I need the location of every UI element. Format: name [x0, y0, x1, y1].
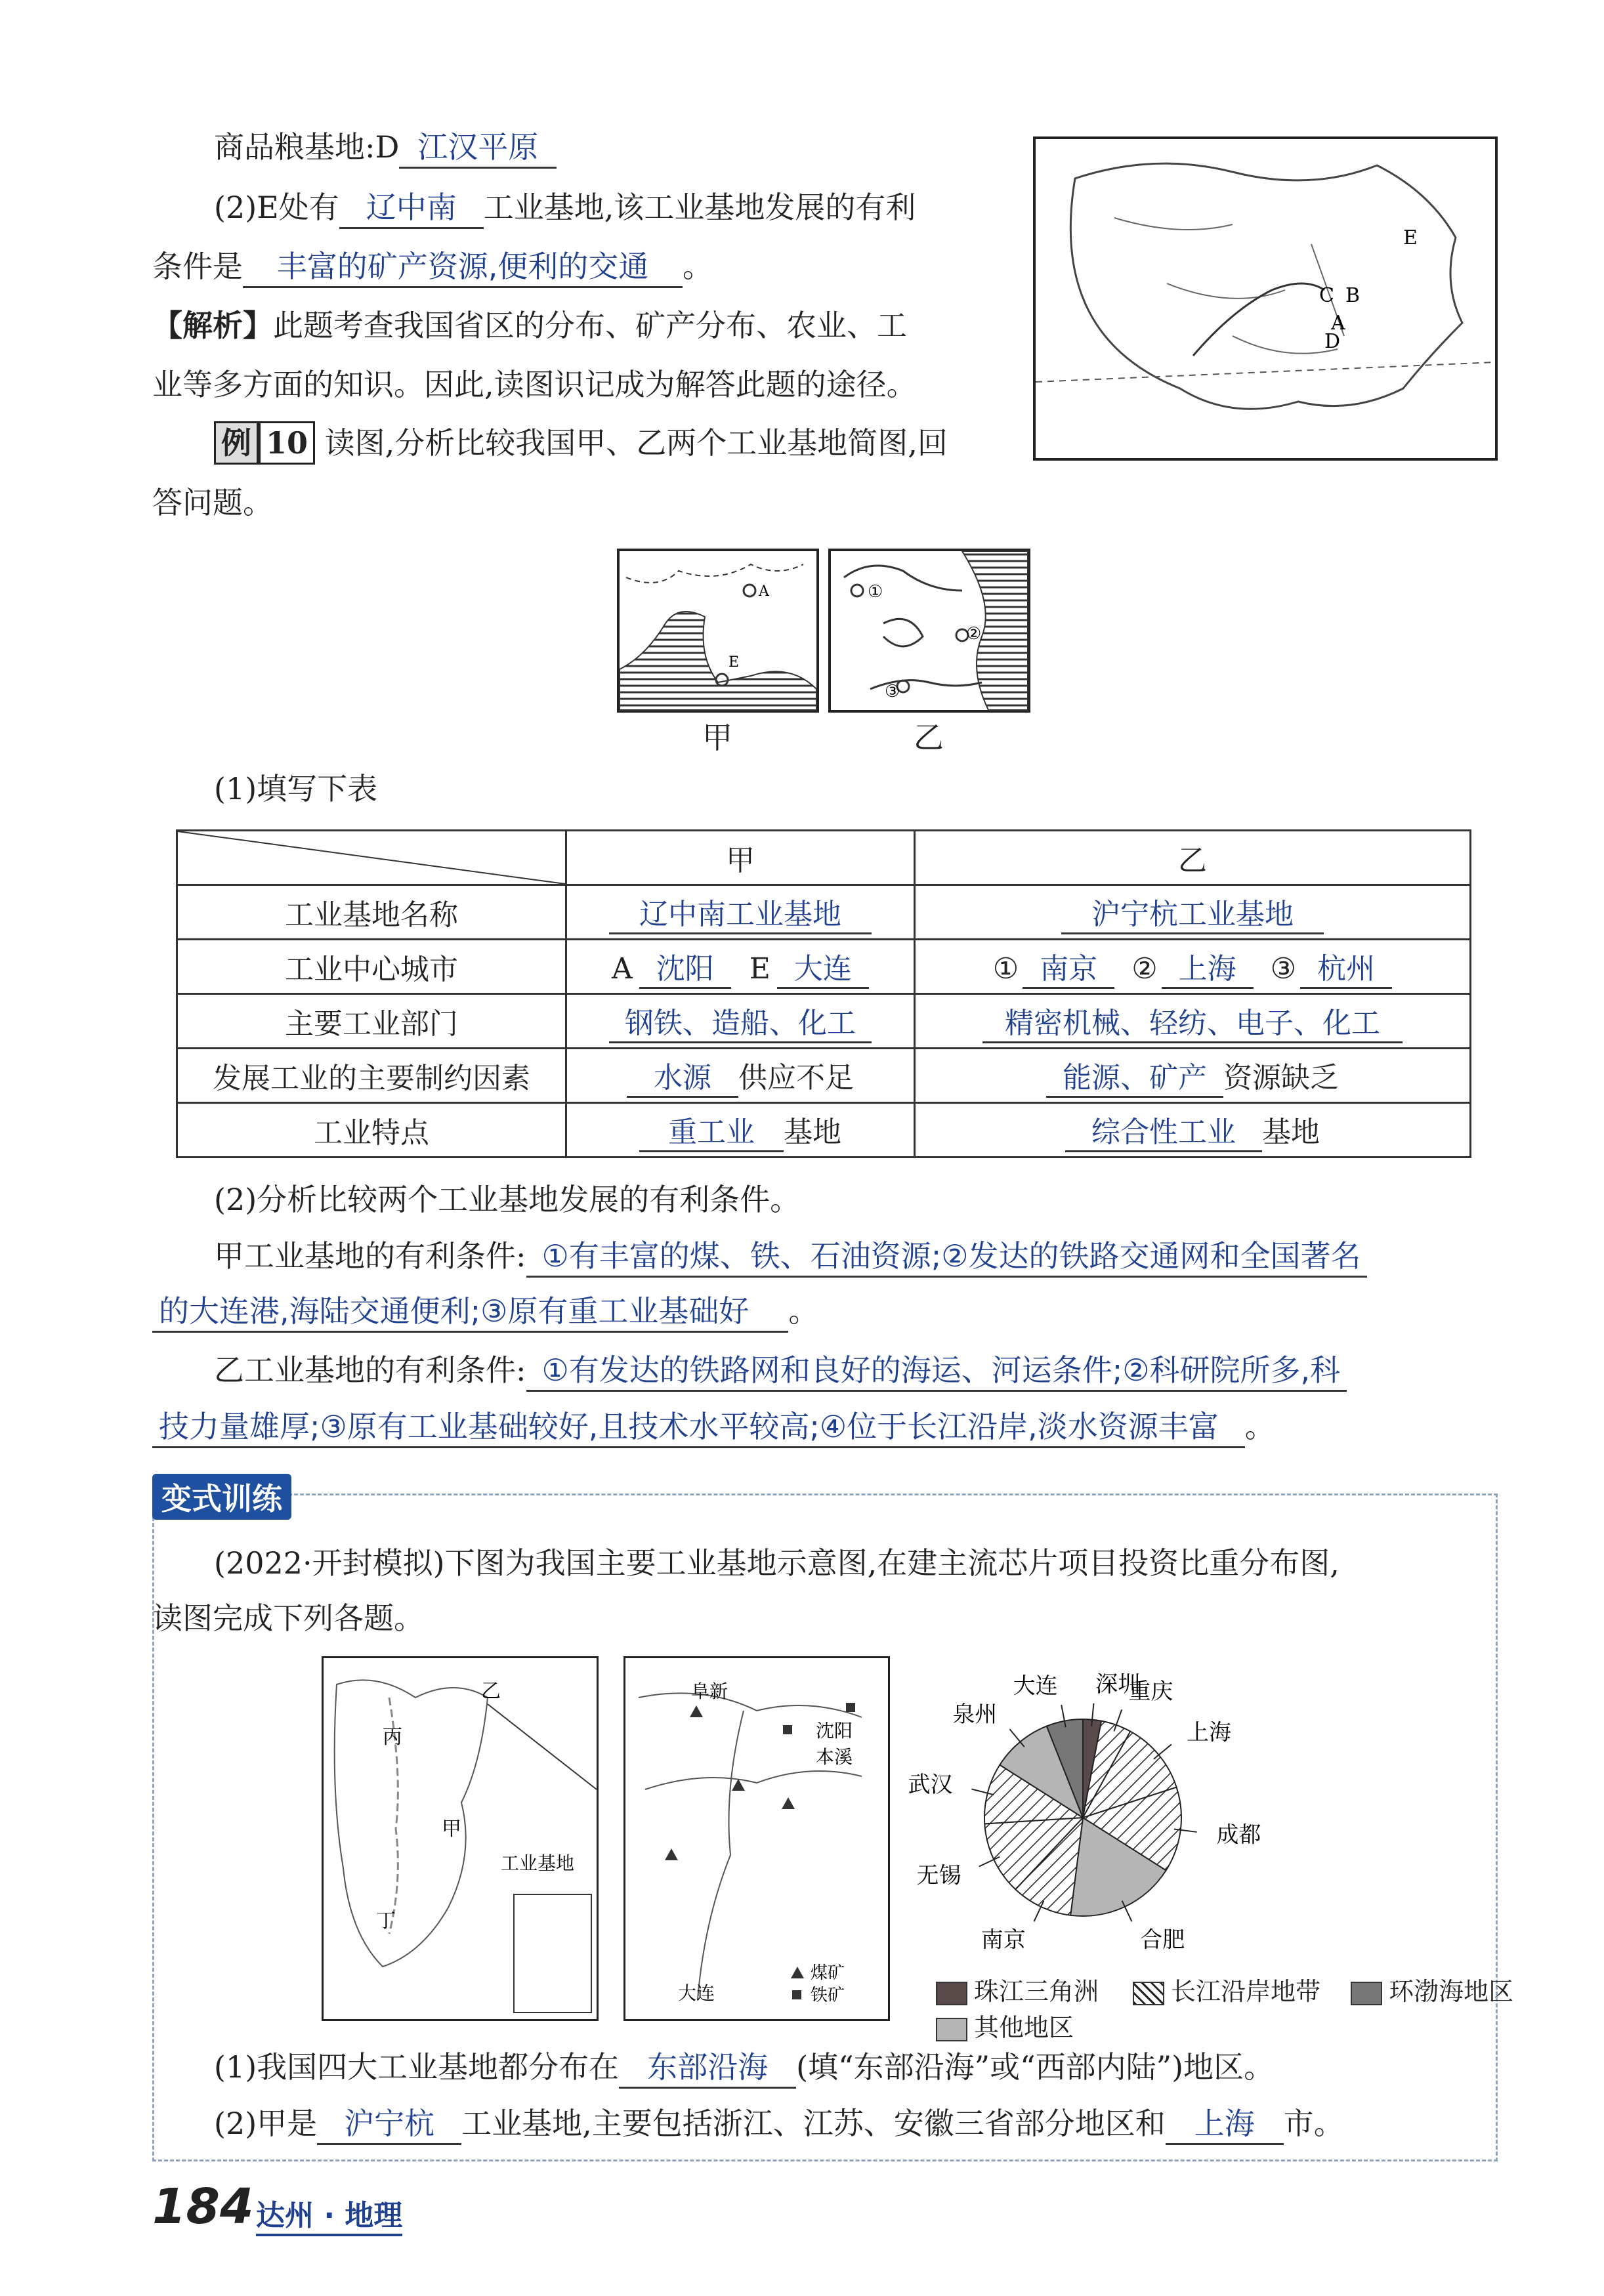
- line-base-e: (2)E处有 辽中南 工业基地,该工业基地发展的有利: [214, 188, 916, 229]
- part2-yi-line-1: 乙工业基地的有利条件: ①有发达的铁路网和良好的海运、河运条件;②科研院所多,科: [214, 1350, 1347, 1392]
- map-jia-point-e: E: [728, 654, 740, 671]
- cell-jia: 钢铁、造船、化工: [566, 994, 915, 1049]
- table-header-yi: 乙: [914, 831, 1470, 885]
- china-map-label-c: C: [1319, 284, 1334, 307]
- china-map: [1033, 136, 1498, 461]
- map-yi-drawing: [831, 551, 1028, 710]
- cell-yi-cities: ① 南京 ② 上海 ③ 杭州: [914, 940, 1470, 994]
- pie-slices: [984, 1719, 1181, 1916]
- practice-intro-2: 读图完成下列各题。: [152, 1600, 424, 1636]
- analysis-line-2: 业等多方面的知识。因此,读图识记成为解答此题的途径。: [152, 367, 917, 402]
- map-jia-caption: 甲: [702, 720, 732, 755]
- detail-label-fuxin: 阜新: [691, 1680, 728, 1702]
- map-yi-point-3: ③: [885, 682, 900, 701]
- pie-slice-label: 合肥: [1140, 1927, 1185, 1953]
- china-map-label-d: D: [1324, 330, 1341, 353]
- row-label: 工业基地名称: [177, 885, 566, 940]
- map-yi-point-2: ②: [966, 624, 982, 644]
- line-granary: 商品粮基地:D 江汉平原: [214, 127, 557, 169]
- legend-swatch: [1351, 1982, 1382, 2005]
- pie-slice-label: 深圳: [1095, 1671, 1141, 1698]
- map-yi: [828, 549, 1030, 713]
- question-tag: 例: [214, 421, 259, 465]
- question-10-cont: 答问题。: [152, 485, 273, 520]
- part2-yi-line-2: 技力量雄厚;③原有工业基础较好,且技术水平较高;④位于长江沿岸,淡水资源丰富 。: [152, 1407, 1275, 1448]
- detail-map: [623, 1656, 890, 2021]
- answer-granary: 江汉平原: [399, 127, 557, 169]
- line-conditions: 条件是 丰富的矿产资源,便利的交通 。: [152, 247, 713, 288]
- question-number: 10: [259, 421, 315, 465]
- cell-yi: 沪宁杭工业基地: [914, 885, 1470, 940]
- table-corner-diagonal: [178, 831, 565, 884]
- row-label: 工业特点: [177, 1103, 566, 1158]
- pie-slice-label: 泉州: [952, 1701, 998, 1728]
- row-label: 主要工业部门: [177, 994, 566, 1049]
- row-label: 工业中心城市: [177, 940, 566, 994]
- china-map-drawing: [1036, 139, 1495, 458]
- pie-slice-label: 大连: [1013, 1673, 1058, 1700]
- map-jia: [617, 549, 819, 713]
- china-map-label-a: A: [1331, 312, 1345, 335]
- pie-slice-label: 南京: [981, 1927, 1026, 1953]
- part2-jia-line-1: 甲工业基地的有利条件: ①有丰富的煤、铁、石油资源;②发达的铁路交通网和全国著名: [214, 1236, 1367, 1278]
- map-jia-point-a: A: [759, 583, 769, 600]
- practice-q1: (1)我国四大工业基地都分布在 东部沿海 (填“东部沿海”或“西部内陆”)地区。: [214, 2047, 1274, 2089]
- map-jia-drawing: [620, 551, 816, 710]
- pie-slice-label: 成都: [1216, 1822, 1261, 1848]
- base-map-label-yi: 乙: [481, 1680, 501, 1703]
- legend-item-yangtze: 长江沿岸地带: [1133, 1971, 1343, 2007]
- pie-legend: [936, 1962, 1604, 2043]
- legend-item-bohai: 环渤海地区: [1351, 1971, 1548, 2007]
- china-map-label-e: E: [1403, 226, 1418, 249]
- table-header-jia: 甲: [566, 831, 915, 885]
- detail-label-shenyang: 沈阳: [816, 1720, 853, 1742]
- base-map: [322, 1656, 599, 2021]
- base-map-label-jia: 甲: [442, 1818, 461, 1841]
- pie-slice-label: 重庆: [1128, 1679, 1173, 1705]
- pie-slice-label: 无锡: [916, 1862, 961, 1889]
- legend-item-prd: 珠江三角洲: [936, 1971, 1133, 2007]
- table-corner: [177, 831, 566, 885]
- answer-base-e: 辽中南: [339, 188, 484, 229]
- part2-jia-line-2: 的大连港,海陆交通便利;③原有重工业基础好 。: [152, 1291, 818, 1333]
- detail-legend-iron: 铁矿: [811, 1986, 845, 2005]
- map-yi-caption: 乙: [914, 720, 944, 755]
- cell-yi: 能源、矿产 资源缺乏: [914, 1049, 1470, 1103]
- part2-title: (2)分析比较两个工业基地发展的有利条件。: [214, 1182, 801, 1217]
- legend-swatch: [1133, 1982, 1164, 2005]
- practice-badge: 变式训练: [152, 1474, 291, 1520]
- legend-swatch: [936, 1982, 967, 2005]
- book-title: 达州 · 地理: [256, 2192, 402, 2236]
- cell-jia: 辽中南工业基地: [566, 885, 915, 940]
- legend-swatch: [936, 2018, 967, 2041]
- cell-yi: 综合性工业 基地: [914, 1103, 1470, 1158]
- pie-slice-label: 武汉: [908, 1772, 953, 1799]
- base-map-drawing: [324, 1658, 597, 2019]
- map-yi-point-1: ①: [868, 582, 883, 602]
- detail-label-benxi: 本溪: [816, 1746, 853, 1768]
- pie-slice-label: 上海: [1186, 1719, 1231, 1746]
- detail-legend-coal: 煤矿: [811, 1963, 845, 1983]
- question-10: 例 10 读图,分析比较我国甲、乙两个工业基地简图,回: [214, 421, 948, 465]
- cell-jia: 水源 供应不足: [566, 1049, 915, 1103]
- row-label: 发展工业的主要制约因素: [177, 1049, 566, 1103]
- cell-jia: 重工业 基地: [566, 1103, 915, 1158]
- china-map-label-b: B: [1345, 284, 1361, 307]
- legend-item-other: 其他地区: [936, 2007, 1146, 2043]
- practice-intro-1: (2022·开封模拟)下图为我国主要工业基地示意图,在建主流芯片项目投资比重分布图,: [214, 1545, 1340, 1581]
- table-title: (1)填写下表: [214, 771, 378, 806]
- base-map-label-ding: 丁: [376, 1910, 396, 1932]
- practice-q2: (2)甲是 沪宁杭 工业基地,主要包括浙江、江苏、安徽三省部分地区和 上海 市。: [214, 2104, 1344, 2145]
- cell-jia-cities: A 沈阳 E 大连: [566, 940, 915, 994]
- base-map-label-bing: 丙: [383, 1726, 402, 1749]
- industry-table: [176, 829, 1471, 1158]
- page-number: 184: [152, 2179, 254, 2235]
- cell-yi: 精密机械、轻纺、电子、化工: [914, 994, 1470, 1049]
- base-map-label-industrial: 工业基地: [501, 1852, 575, 1874]
- answer-conditions: 丰富的矿产资源,便利的交通: [243, 247, 683, 288]
- detail-label-dalian: 大连: [678, 1982, 715, 2004]
- detail-map-drawing: [625, 1658, 888, 2019]
- analysis-line-1: 【解析】此题考查我国省区的分布、矿产分布、农业、工: [152, 308, 907, 343]
